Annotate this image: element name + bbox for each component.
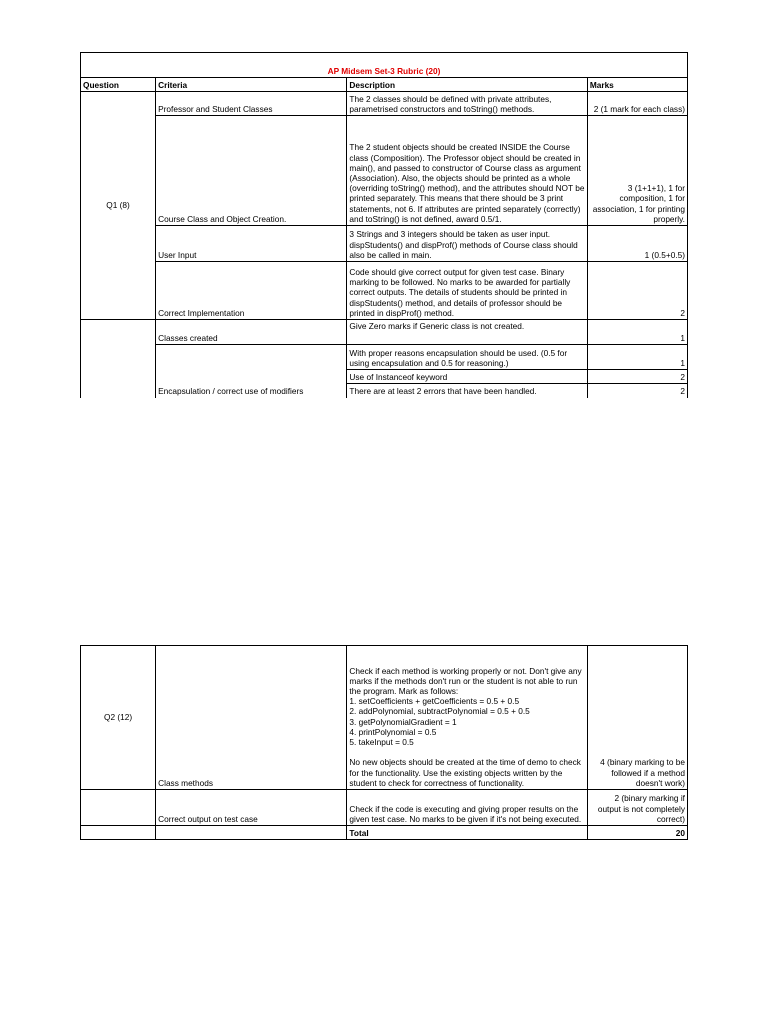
- criteria-cell: Correct Implementation: [156, 262, 347, 320]
- description-cell: Give Zero marks if Generic class is not created.: [347, 320, 587, 345]
- marks-cell: 4 (binary marking to be followed if a method doesn't work): [587, 646, 687, 790]
- header-marks: Marks: [587, 78, 687, 92]
- rubric-table-part2: [80, 645, 688, 840]
- header-question: Question: [81, 78, 156, 92]
- marks-cell: 3 (1+1+1), 1 for composition, 1 for association, 1 for printing properly.: [587, 116, 687, 226]
- description-cell: The 2 classes should be defined with private attributes, parametrised constructors and toString() methods.: [347, 92, 587, 116]
- description-cell: Check if each method is working properly or not. Don't give any marks if the methods don't run or the student is not able to run the program. Mark as follows: 1. setCoefficients + getCoefficients = 0.5 + 0.5 2. addPolynomial, subtractPolynomial = 0.5 + 0.5 3. getPolynomialGradient = 1 4. printPolynomial = 0.5 5. takeInput = 0.5 No new objects should be created at the time of demo to check for the functionality. Use the existing objects written by the student to check for correctness of functionality.: [347, 646, 587, 790]
- question-cell-empty: [81, 790, 156, 826]
- criteria-cell: Professor and Student Classes: [156, 92, 347, 116]
- question-label-q1: Q1 (8): [81, 92, 156, 320]
- total-label: Total: [347, 826, 587, 840]
- marks-cell: 1: [587, 345, 687, 370]
- criteria-cell: Class methods: [156, 646, 347, 790]
- criteria-cell: Encapsulation / correct use of modifiers: [156, 345, 347, 398]
- marks-cell: 1 (0.5+0.5): [587, 226, 687, 262]
- description-cell: Code should give correct output for given test case. Binary marking to be followed. No marks to be awarded for partially correct outputs. The details of students should be printed in dispStudents() method, and details of professor should be printed in dispProf() method.: [347, 262, 587, 320]
- header-criteria: Criteria: [156, 78, 347, 92]
- description-cell: The 2 student objects should be created INSIDE the Course class (Composition). The Professor object should be created in main(), and passed to constructor of Course class as argument (Association). Also, the objects should be printed as a whole (overriding toString() method), and the attributes should NOT be printed separately. This means that there should be 3 print statements, not 6. If attributes are printed separately (correctly) and toString() is not defined, award 0.5/1.: [347, 116, 587, 226]
- question-label-q2: Q2 (12): [81, 646, 156, 790]
- criteria-cell: Course Class and Object Creation.: [156, 116, 347, 226]
- marks-cell: 2: [587, 370, 687, 384]
- criteria-cell: User Input: [156, 226, 347, 262]
- marks-cell: 2: [587, 384, 687, 398]
- description-cell: There are at least 2 errors that have been handled.: [347, 384, 587, 398]
- criteria-cell: Classes created: [156, 320, 347, 345]
- description-cell: With proper reasons encapsulation should be used. (0.5 for using encapsulation and 0.5 for reasoning.): [347, 345, 587, 370]
- description-cell: Use of Instanceof keyword: [347, 370, 587, 384]
- criteria-cell: Correct output on test case: [156, 790, 347, 826]
- criteria-cell-empty: [156, 826, 347, 840]
- marks-cell: 1: [587, 320, 687, 345]
- rubric-table-part1: [80, 52, 688, 398]
- question-cell-empty: [81, 826, 156, 840]
- marks-cell: 2 (binary marking if output is not completely correct): [587, 790, 687, 826]
- rubric-title: AP Midsem Set-3 Rubric (20): [81, 53, 688, 78]
- header-description: Description: [347, 78, 587, 92]
- marks-cell: 2: [587, 262, 687, 320]
- description-cell: 3 Strings and 3 integers should be taken as user input. dispStudents() and dispProf() methods of Course class should also be called in main.: [347, 226, 587, 262]
- marks-cell: 2 (1 mark for each class): [587, 92, 687, 116]
- description-cell: Check if the code is executing and giving proper results on the given test case. No marks to be given if it's not being executed.: [347, 790, 587, 826]
- question-cell-empty: [81, 320, 156, 398]
- total-value: 20: [587, 826, 687, 840]
